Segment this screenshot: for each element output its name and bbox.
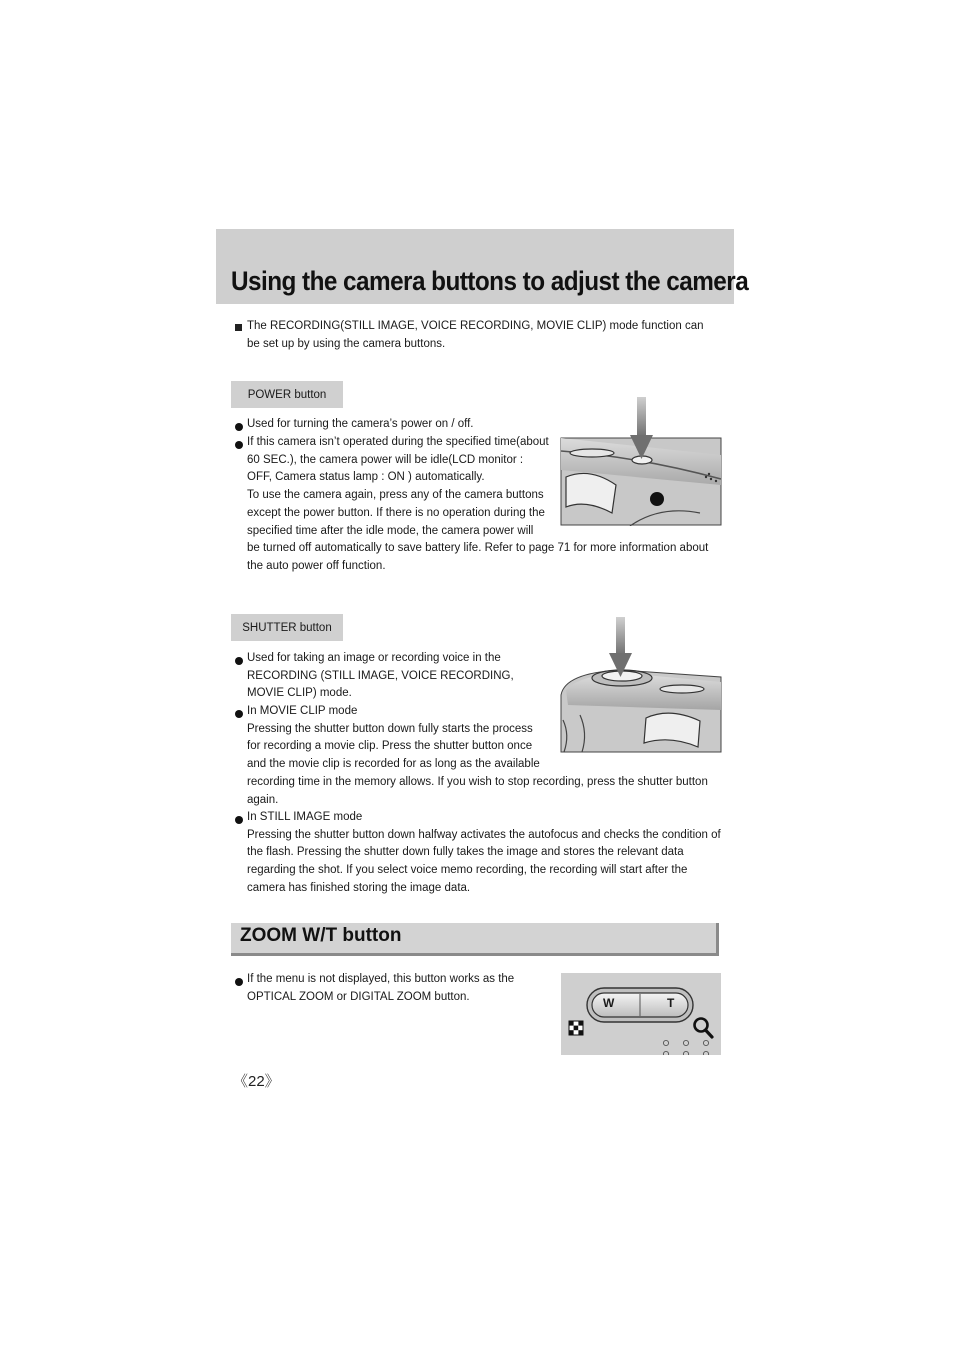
zoom-heading: ZOOM W/T button <box>240 925 402 946</box>
shutter-button-tag <box>231 614 343 641</box>
intro-text <box>247 318 704 353</box>
shutter-line: camera has finished storing the image data. <box>247 881 471 894</box>
zoom-button-drawing <box>561 973 721 1055</box>
dot-bullet <box>235 441 243 449</box>
power-bullet-1: Used for turning the camera’s power on / off. <box>247 418 474 430</box>
power-line: except the power button. If there is no operation during the <box>247 506 545 519</box>
power-line: the auto power off function. <box>247 559 386 572</box>
power-line: specified time after the idle mode, the camera power will <box>247 524 534 537</box>
shutter-line: and the movie clip is recorded for as long as the available <box>247 758 540 771</box>
shutter-line: again. <box>247 793 279 806</box>
shutter-line: Used for taking an image or recording voice in the <box>247 652 501 664</box>
shutter-line: RECORDING (STILL IMAGE, VOICE RECORDING, <box>247 669 514 682</box>
zoom-button-illustration <box>561 973 721 1055</box>
shutter-line: recording time in the memory allows. If you wish to stop recording, press the shutter button <box>247 775 708 788</box>
shutter-bullet-3 <box>247 809 721 898</box>
power-line: To use the camera again, press any of the camera buttons <box>247 489 544 502</box>
zoom-line: If the menu is not displayed, this button works as the <box>247 973 515 985</box>
shutter-line: MOVIE CLIP) mode. <box>247 687 352 700</box>
shutter-subhead: In STILL IMAGE mode <box>247 811 363 823</box>
dot-bullet <box>235 978 243 986</box>
zoom-w-label: W <box>603 996 615 1010</box>
dot-bullet <box>235 816 243 824</box>
shutter-line: Pressing the shutter button down fully starts the process <box>247 722 533 735</box>
shutter-button-tag-label: SHUTTER button <box>242 621 332 634</box>
power-line: be turned off automatically to save battery life. Refer to page 71 for more information about <box>247 542 709 555</box>
shutter-line: Pressing the shutter button down halfway activates the autofocus and checks the condition of <box>247 828 721 841</box>
power-line: If this camera isn’t operated during the specified time(about <box>247 436 549 448</box>
shutter-subhead: In MOVIE CLIP mode <box>247 705 358 717</box>
square-bullet <box>235 324 242 331</box>
dot-bullet <box>235 710 243 718</box>
zoom-bullet <box>247 971 514 1006</box>
page-number: 《22》 <box>233 1073 280 1090</box>
dot-bullet <box>235 423 243 431</box>
shutter-line: regarding the shot. If you select voice memo recording, the recording will start after the <box>247 864 688 877</box>
shutter-line: for recording a movie clip. Press the shutter button once <box>247 740 533 753</box>
power-line: 60 SEC.), the camera power will be idle(LCD monitor : <box>247 453 524 466</box>
intro-line: The RECORDING(STILL IMAGE, VOICE RECORDING, MOVIE CLIP) mode function can <box>247 320 704 332</box>
zoom-line: OPTICAL ZOOM or DIGITAL ZOOM button. <box>247 990 470 1003</box>
dot-bullet <box>235 657 243 665</box>
power-button-tag <box>231 381 343 408</box>
zoom-t-label: T <box>667 996 675 1010</box>
shutter-bullet-1 <box>247 650 514 703</box>
power-button-tag-label: POWER button <box>247 388 327 401</box>
shutter-line: the flash. Pressing the shutter down fully takes the image and stores the relevant data <box>247 846 684 859</box>
intro-line: be set up by using the camera buttons. <box>247 337 446 350</box>
shutter-button-illustration <box>560 615 722 753</box>
power-button-illustration <box>560 395 722 526</box>
power-line: OFF, Camera status lamp : ON ) automatically. <box>247 471 485 484</box>
page-title: Using the camera buttons to adjust the camera <box>231 266 749 296</box>
